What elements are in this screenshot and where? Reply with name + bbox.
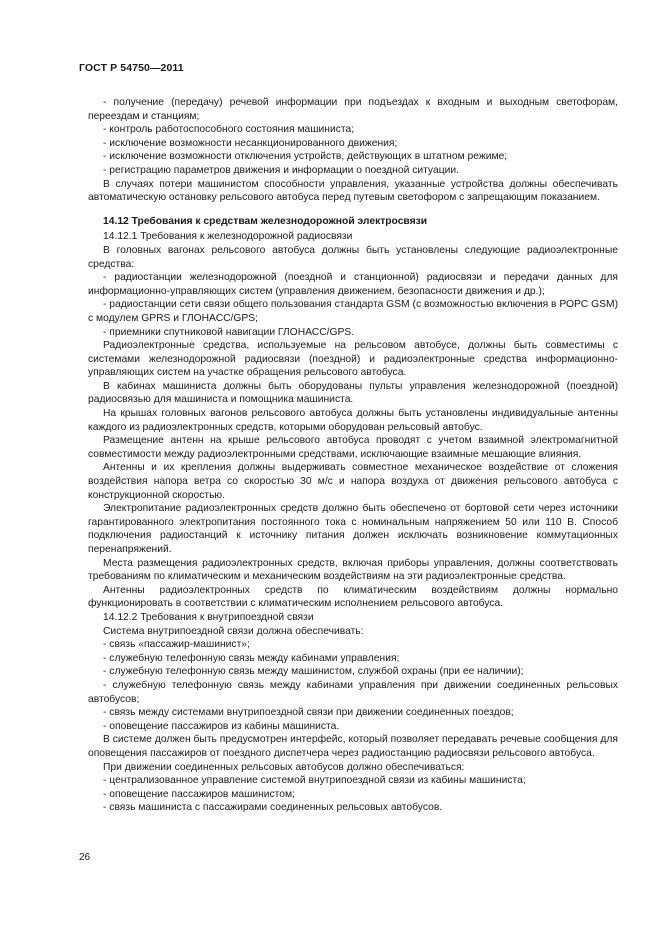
- paragraph: В головных вагонах рельсового автобуса должны быть установлены следующие радиоэлектронные средства:: [88, 244, 618, 270]
- paragraph: - связь машиниста с пассажирами соединенных рельсовых автобусов.: [103, 802, 443, 814]
- paragraph: - исключение возможности несанкционированного движения;: [103, 137, 398, 149]
- paragraph: В кабинах машиниста должны быть оборудованы пульты управления железнодорожной (поездной) радиосвязью для машиниста и помощника машиниста.: [88, 380, 618, 406]
- paragraph: Электропитание радиоэлектронных средств должно быть обеспечено от бортовой сети через источники гарантированного электропитания постоянного тока с номинальным напряжением 50 или 110 В. Способ подключения радиостанций к источнику питания должен исключать возникновение коммутационных перенапряжений.: [88, 503, 618, 555]
- paragraph: - исключение возможности отключения устройств, действующих в штатном режиме;: [103, 151, 508, 163]
- paragraph: - контроль работоспособного состояния машиниста;: [103, 124, 355, 136]
- paragraph: В системе должен быть предусмотрен интерфейс, который позволяет передавать речевые сообщения для оповещения пассажиров от поездного диспетчера через радиостанцию радиосвязи рельсового автобуса.: [88, 734, 618, 759]
- paragraph: - оповещение пассажиров из кабины машиниста.: [103, 720, 340, 732]
- paragraph: Радиоэлектронные средства, используемые на рельсовом автобусе, должны быть совместимы с системами железнодорожной радиосвязи (поездной) и радиоэлектронные средства информационно-управляющих систем на участке обращения рельсового автобуса.: [88, 340, 618, 379]
- paragraph: Система внутрипоездной связи должна обеспечивать:: [103, 625, 364, 637]
- document-header: ГОСТ Р 54750—2011: [79, 62, 184, 74]
- paragraph: - приемники спутниковой навигации ГЛОНАСС/GPS.: [103, 326, 355, 338]
- paragraph: При движении соединенных рельсовых автобусов должно обеспечиваться:: [103, 761, 465, 773]
- paragraph: - централизованное управление системой внутрипоездной связи из кабины машиниста;: [103, 775, 526, 787]
- paragraph: - служебную телефонную связь между машинистом, службой охраны (при ее наличии);: [103, 666, 524, 678]
- paragraph: Антенны и их крепления должны выдерживать совместное механическое воздействие от сложения воздействия напора ветра со скоростью 30 м/с и напора воздуха от движения рельсового автобуса с конструкционной скоростью.: [88, 462, 618, 501]
- paragraph: - связь между системами внутрипоездной связи при движении соединенных поездов;: [103, 707, 514, 719]
- paragraph: - связь «пассажир-машинист»;: [103, 639, 250, 651]
- paragraph: - служебную телефонную связь между кабинами управления;: [103, 652, 400, 664]
- paragraph: - радиостанции железнодорожной (поездной и станционной) радиосвязи и передачи данных для информационно-управляющих систем (управления движением, безопасности движения и др.);: [88, 272, 618, 297]
- paragraph: Места размещения радиоэлектронных средств, включая приборы управления, должны соответствовать требованиям по климатическим и механическим воздействиям на эти радиоэлектронные средства.: [88, 557, 618, 583]
- paragraph: В случаях потери машинистом способности управления, указанные устройства должны обеспечивать автоматическую остановку рельсового автобуса перед путевым светофором с запрещающим показанием.: [88, 178, 618, 204]
- paragraph: Размещение антенн на крыше рельсового автобуса проводят с учетом взаимной электромагнитной совместимости между радиоэлектронными средствами, исключающие взаимные мешающие влияния.: [88, 435, 618, 460]
- paragraph: Антенны радиоэлектронных средств по климатическим воздействиям должны нормально функционировать в соответствии с климатическим исполнением рельсового автобуса.: [88, 584, 618, 610]
- paragraph: - радиостанции сети связи общего пользования стандарта GSM (с возможностью включения в РОРС GSM) с модулем GPRS и ГЛОНАСС/GPS;: [88, 299, 618, 324]
- section-heading: 14.12 Требования к средствам железнодорожной электросвязи: [103, 215, 428, 227]
- page-number: 26: [79, 852, 91, 863]
- paragraph: На крышах головных вагонов рельсового автобуса должны быть установлены индивидуальные антенны каждого из радиоэлектронных средств, которыми оборудован рельсовый автобус.: [88, 408, 618, 433]
- paragraph: - получение (передачу) речевой информации при подъездах к входным и выходным светофорам, переездам и станциям;: [88, 97, 618, 122]
- paragraph: - оповещение пассажиров машинистом;: [103, 788, 295, 800]
- document-body: [88, 96, 618, 815]
- subsection-heading: 14.12.2 Требования к внутрипоездной связи: [103, 611, 314, 623]
- paragraph: - служебную телефонную связь между кабинами управления при движении соединенных рельсовых автобусов;: [88, 679, 618, 705]
- paragraph: - регистрацию параметров движения и информации о поездной ситуации.: [103, 164, 459, 176]
- subsection-heading: 14.12.1 Требования к железнодорожной радиосвязи: [103, 231, 353, 243]
